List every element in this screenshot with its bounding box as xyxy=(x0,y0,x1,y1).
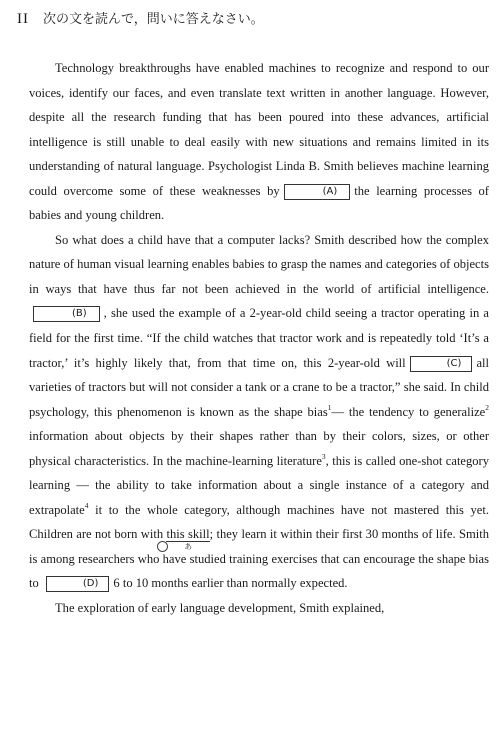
text: it to the whole category, although machines have not mastered this yet. Children are not born with xyxy=(29,502,489,542)
note-1: 1 xyxy=(327,402,332,412)
text: all varieties of tractors but will not consider a tank or a crane to be a tractor,” she said. In child psychology, this phenomenon is known as the shape bias xyxy=(29,355,489,419)
paragraph-2 xyxy=(29,228,489,596)
text: Technology breakthroughs have enabled machines to recognize and respond to our voices, identify our faces, and even translate text written in another language. However, despite all the research funding that has been poured into these advances, artificial intelligence is still unable to deal easily with new situations and remains limited in its understanding of natural language. Psychologist Linda B. Smith believes machine learning could overcome some of these weaknesses by xyxy=(29,61,489,198)
blank-b: (B) xyxy=(33,306,100,322)
text: 6 to 10 months earlier than normally expected. xyxy=(113,576,348,591)
text: information about objects by their shapes rather than by their colors, sizes, or other physical characteristics. In the machine-learning literature xyxy=(29,429,489,468)
note-4: 4 xyxy=(84,500,89,510)
note-2: 2 xyxy=(485,402,489,412)
blank-d: (D) xyxy=(46,576,110,592)
underline-marker: あ xyxy=(157,541,168,552)
text: So what does a child have that a computer lacks? Smith described how the complex nature of human visual learning enables babies to grasp the names and categories of objects in ways that have thus far not been achieved in the world of artificial intelligence. xyxy=(29,232,489,296)
text: , this is called one-shot category learning — the ability to take information about a single instance of a category and extrapolate xyxy=(29,453,489,517)
text: The exploration of early language development, Smith explained, xyxy=(55,601,385,616)
underlined-phrase xyxy=(166,527,210,552)
reading-passage xyxy=(29,56,489,621)
text: the learning processes of babies and young children. xyxy=(29,183,489,223)
blank-a: (A) xyxy=(284,184,351,200)
question-header xyxy=(17,8,264,28)
paragraph-3 xyxy=(29,596,489,621)
section-numeral: II xyxy=(17,11,29,27)
paragraph-1 xyxy=(29,56,489,228)
text: this skill xyxy=(166,527,210,542)
note-3: 3 xyxy=(321,451,326,461)
text: , she used the example of a 2-year-old child seeing a tractor operating in a field for the first time. “If the child watches that tractor work and is repeatedly told ‘It’s a tractor,’ it’s highly likely that, from that time on, this 2-year-old will xyxy=(29,306,489,370)
text: ; they learn it within their first 30 months of life. Smith is among researchers who have studied training exercises that can encourage the shape bias to xyxy=(29,527,489,591)
instruction-text: 次の文を読んで，問いに答えなさい。 xyxy=(43,11,264,26)
text: — the tendency to generalize xyxy=(331,404,486,419)
blank-c: (C) xyxy=(410,356,473,372)
